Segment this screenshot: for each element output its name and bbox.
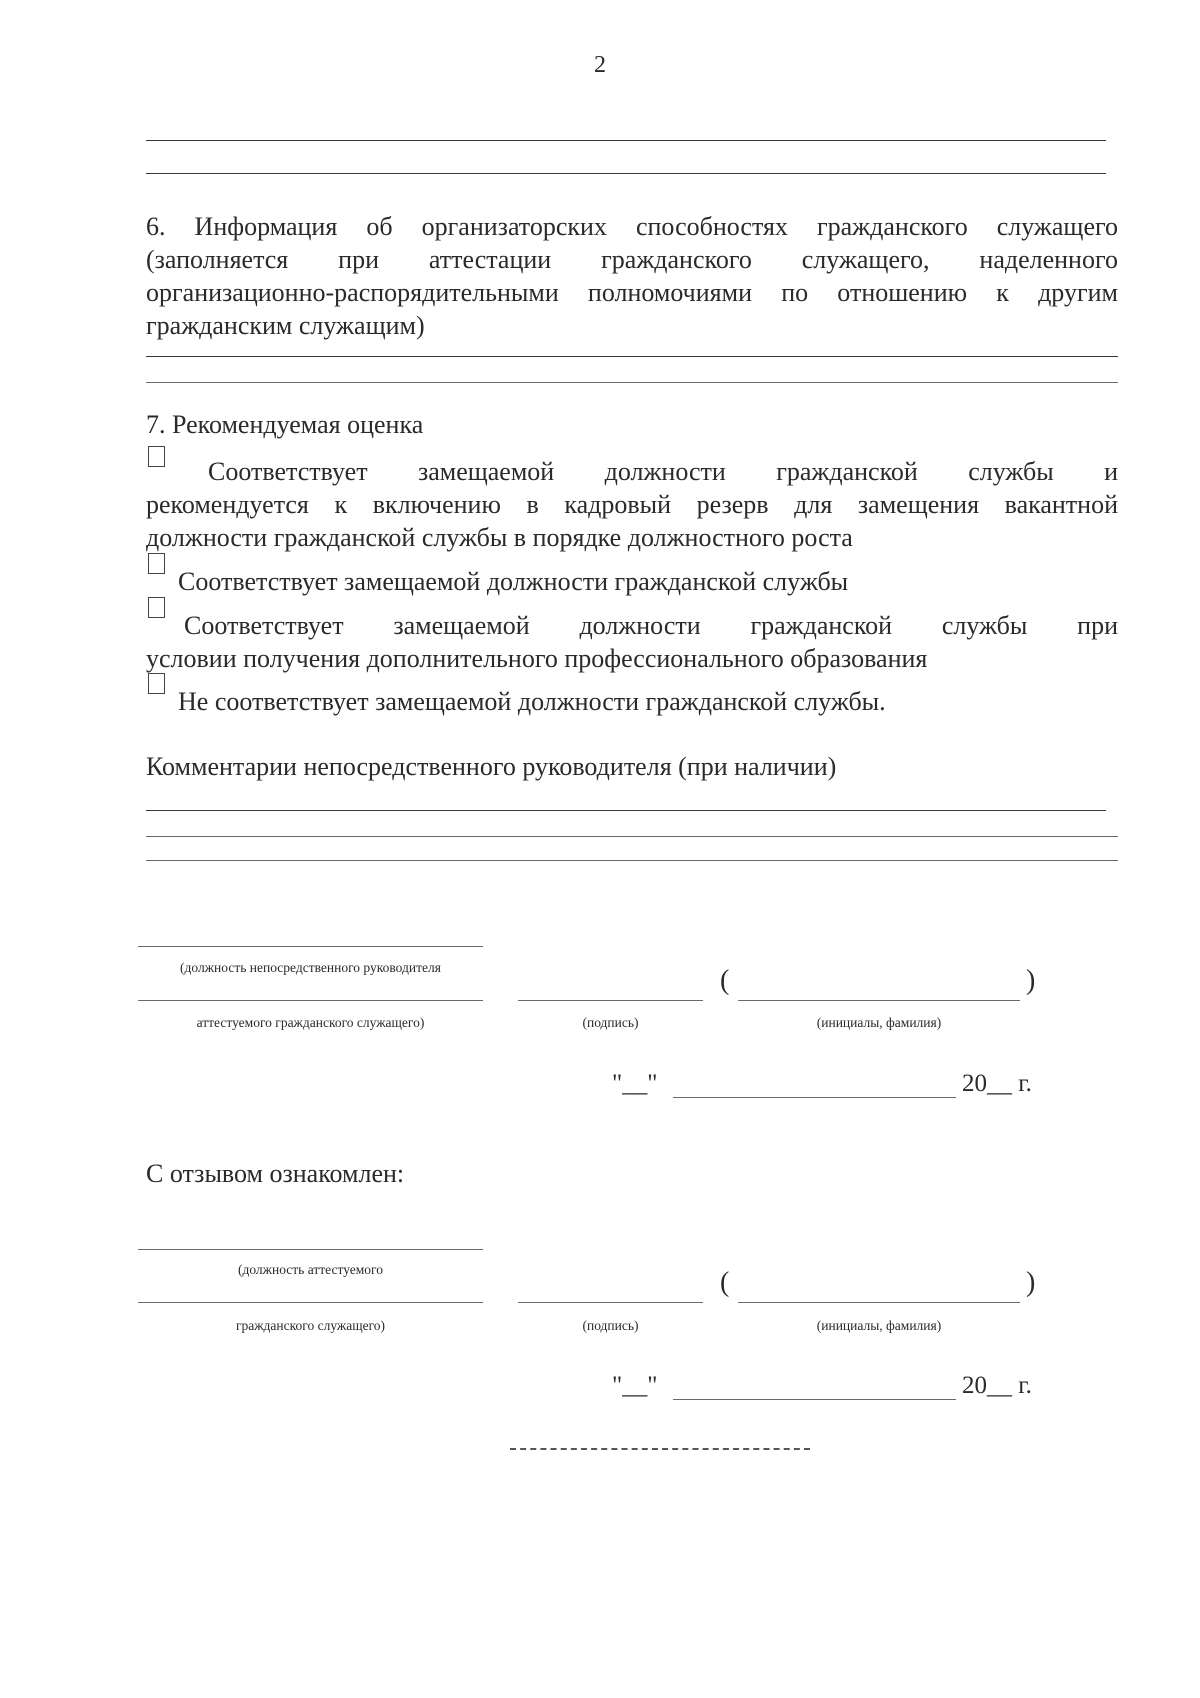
assessment-option-2 xyxy=(146,565,1118,598)
assessment-option-4 xyxy=(146,685,1118,718)
position-line xyxy=(138,1000,483,1001)
fill-line xyxy=(146,173,1106,174)
option-line: должности гражданской службы в порядке должностного роста xyxy=(146,523,853,552)
date-year: 20__ г. xyxy=(962,1070,1032,1097)
position-caption: (должность непосредственного руководителя xyxy=(180,960,441,975)
section-6-line: (заполняется при аттестации гражданского служащего, наделенного xyxy=(146,245,1118,274)
name-line xyxy=(738,1302,1020,1303)
section-6-line: гражданским служащим) xyxy=(146,311,425,340)
signature-line xyxy=(518,1000,703,1001)
date-year: 20__ г. xyxy=(962,1372,1032,1399)
option-line: условии получения дополнительного профессионального образования xyxy=(146,644,928,673)
option-line: Не соответствует замещаемой должности гражданской службы. xyxy=(178,687,886,716)
name-caption: (инициалы, фамилия) xyxy=(816,1318,942,1333)
position-line xyxy=(138,1249,483,1250)
paren-open: ( xyxy=(720,1267,730,1298)
fill-line xyxy=(146,382,1118,383)
page-number: 2 xyxy=(594,52,606,78)
paren-open: ( xyxy=(720,965,730,996)
position-caption: гражданского служащего) xyxy=(235,1318,386,1333)
position-line xyxy=(138,946,483,947)
paren-close: ) xyxy=(1026,1267,1036,1298)
section-6-line: организационно-распорядительными полномочиями по отношению к другим xyxy=(146,278,1118,307)
section-6-text xyxy=(146,210,1118,342)
signature-caption: (подпись) xyxy=(582,1318,639,1333)
option-line: Соответствует замещаемой должности гражданской службы xyxy=(178,567,849,596)
date-day: "__" xyxy=(612,1070,658,1097)
paren-close: ) xyxy=(1026,965,1036,996)
option-line: Соответствует замещаемой должности гражданской службы при xyxy=(184,611,1118,640)
assessment-option-1 xyxy=(146,455,1118,554)
position-caption: (должность аттестуемого xyxy=(237,1262,384,1277)
signature-line xyxy=(518,1302,703,1303)
comments-line xyxy=(146,860,1118,861)
position-caption: аттестуемого гражданского служащего) xyxy=(196,1015,425,1030)
date-line xyxy=(673,1097,956,1098)
comments-line xyxy=(146,836,1118,837)
date-line xyxy=(673,1399,956,1400)
name-line xyxy=(738,1000,1020,1001)
fill-line xyxy=(146,140,1106,141)
fill-line xyxy=(146,356,1118,357)
position-line xyxy=(138,1302,483,1303)
option-line: Соответствует замещаемой должности гражданской службы и xyxy=(208,457,1118,486)
closing-dashed-line xyxy=(510,1448,810,1450)
comments-line xyxy=(146,810,1106,811)
section-6-line: 6. Информация об организаторских способностях гражданского служащего xyxy=(146,212,1118,241)
assessment-option-3 xyxy=(146,609,1118,675)
comments-label: Комментарии непосредственного руководителя (при наличии) xyxy=(146,752,837,781)
option-line: рекомендуется к включению в кадровый резерв для замещения вакантной xyxy=(146,490,1118,519)
name-caption: (инициалы, фамилия) xyxy=(816,1015,942,1030)
section-7-heading: 7. Рекомендуемая оценка xyxy=(146,410,424,439)
acquainted-label: С отзывом ознакомлен: xyxy=(146,1159,405,1188)
signature-caption: (подпись) xyxy=(582,1015,639,1030)
date-day: "__" xyxy=(612,1372,658,1399)
